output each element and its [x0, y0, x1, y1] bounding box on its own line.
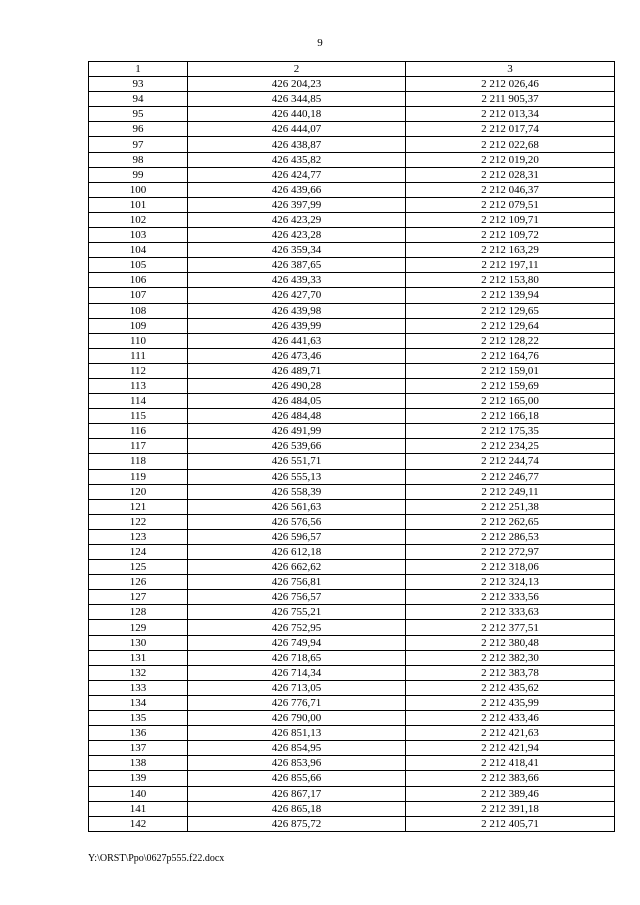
- table-row: [89, 801, 615, 816]
- cell-point-number: 103: [89, 228, 188, 243]
- table-row: [89, 695, 615, 710]
- cell-y-coordinate: 2 212 109,71: [406, 212, 615, 227]
- cell-x-coordinate: 426 576,56: [188, 514, 406, 529]
- table-row: [89, 545, 615, 560]
- table-row: [89, 741, 615, 756]
- cell-x-coordinate: 426 612,18: [188, 545, 406, 560]
- cell-y-coordinate: 2 212 163,29: [406, 243, 615, 258]
- table-row: [89, 77, 615, 92]
- cell-y-coordinate: 2 212 166,18: [406, 409, 615, 424]
- cell-y-coordinate: 2 212 251,38: [406, 499, 615, 514]
- cell-point-number: 139: [89, 771, 188, 786]
- cell-point-number: 122: [89, 514, 188, 529]
- cell-y-coordinate: 2 212 262,65: [406, 514, 615, 529]
- table-row: [89, 605, 615, 620]
- cell-point-number: 119: [89, 469, 188, 484]
- cell-x-coordinate: 426 555,13: [188, 469, 406, 484]
- coordinates-table-body: [89, 62, 615, 832]
- table-row: [89, 680, 615, 695]
- cell-x-coordinate: 426 439,66: [188, 182, 406, 197]
- cell-y-coordinate: 2 212 418,41: [406, 756, 615, 771]
- cell-y-coordinate: 2 212 159,01: [406, 363, 615, 378]
- cell-point-number: 101: [89, 197, 188, 212]
- footer-file-path: Y:\ORST\Ppo\0627p555.f22.docx: [88, 853, 225, 864]
- cell-x-coordinate: 426 662,62: [188, 560, 406, 575]
- cell-y-coordinate: 2 212 079,51: [406, 197, 615, 212]
- cell-x-coordinate: 426 756,57: [188, 590, 406, 605]
- cell-x-coordinate: 426 855,66: [188, 771, 406, 786]
- cell-y-coordinate: 2 212 028,31: [406, 167, 615, 182]
- cell-x-coordinate: 426 561,63: [188, 499, 406, 514]
- table-row: [89, 711, 615, 726]
- cell-x-coordinate: 426 776,71: [188, 695, 406, 710]
- cell-point-number: 133: [89, 680, 188, 695]
- cell-point-number: 134: [89, 695, 188, 710]
- cell-point-number: 115: [89, 409, 188, 424]
- cell-y-coordinate: 2 212 046,37: [406, 182, 615, 197]
- cell-x-coordinate: 426 539,66: [188, 439, 406, 454]
- table-row: [89, 167, 615, 182]
- table-row: [89, 228, 615, 243]
- cell-y-coordinate: 2 212 109,72: [406, 228, 615, 243]
- table-row: [89, 243, 615, 258]
- table-row: [89, 529, 615, 544]
- cell-y-coordinate: 2 212 383,78: [406, 665, 615, 680]
- table-row: [89, 439, 615, 454]
- cell-point-number: 95: [89, 107, 188, 122]
- cell-x-coordinate: 426 438,87: [188, 137, 406, 152]
- cell-y-coordinate: 2 212 333,56: [406, 590, 615, 605]
- cell-y-coordinate: 2 212 380,48: [406, 635, 615, 650]
- cell-y-coordinate: 2 212 286,53: [406, 529, 615, 544]
- cell-x-coordinate: 426 865,18: [188, 801, 406, 816]
- cell-y-coordinate: 2 212 129,65: [406, 303, 615, 318]
- header-cell-y: 3: [406, 62, 615, 77]
- cell-y-coordinate: 2 212 421,94: [406, 741, 615, 756]
- table-row: [89, 137, 615, 152]
- cell-point-number: 99: [89, 167, 188, 182]
- cell-y-coordinate: 2 212 435,99: [406, 695, 615, 710]
- cell-x-coordinate: 426 473,46: [188, 348, 406, 363]
- cell-x-coordinate: 426 854,95: [188, 741, 406, 756]
- table-row: [89, 726, 615, 741]
- table-row: [89, 182, 615, 197]
- table-row: [89, 107, 615, 122]
- table-row: [89, 409, 615, 424]
- cell-y-coordinate: 2 212 159,69: [406, 378, 615, 393]
- cell-point-number: 137: [89, 741, 188, 756]
- cell-y-coordinate: 2 212 377,51: [406, 620, 615, 635]
- cell-x-coordinate: 426 551,71: [188, 454, 406, 469]
- header-cell-point-number: 1: [89, 62, 188, 77]
- cell-point-number: 105: [89, 258, 188, 273]
- table-row: [89, 318, 615, 333]
- table-row: [89, 665, 615, 680]
- cell-point-number: 97: [89, 137, 188, 152]
- cell-y-coordinate: 2 212 022,68: [406, 137, 615, 152]
- cell-point-number: 142: [89, 816, 188, 831]
- cell-x-coordinate: 426 423,29: [188, 212, 406, 227]
- cell-x-coordinate: 426 435,82: [188, 152, 406, 167]
- cell-point-number: 93: [89, 77, 188, 92]
- cell-x-coordinate: 426 359,34: [188, 243, 406, 258]
- cell-x-coordinate: 426 851,13: [188, 726, 406, 741]
- table-row: [89, 816, 615, 831]
- table-row: [89, 756, 615, 771]
- cell-point-number: 117: [89, 439, 188, 454]
- cell-x-coordinate: 426 491,99: [188, 424, 406, 439]
- cell-point-number: 108: [89, 303, 188, 318]
- cell-y-coordinate: 2 212 129,64: [406, 318, 615, 333]
- cell-point-number: 107: [89, 288, 188, 303]
- table-row: [89, 424, 615, 439]
- cell-x-coordinate: 426 718,65: [188, 650, 406, 665]
- cell-x-coordinate: 426 489,71: [188, 363, 406, 378]
- cell-y-coordinate: 2 212 272,97: [406, 545, 615, 560]
- cell-point-number: 127: [89, 590, 188, 605]
- table-row: [89, 212, 615, 227]
- cell-x-coordinate: 426 439,99: [188, 318, 406, 333]
- cell-point-number: 116: [89, 424, 188, 439]
- table-row: [89, 454, 615, 469]
- cell-y-coordinate: 2 212 175,35: [406, 424, 615, 439]
- cell-point-number: 125: [89, 560, 188, 575]
- cell-y-coordinate: 2 212 246,77: [406, 469, 615, 484]
- cell-y-coordinate: 2 212 382,30: [406, 650, 615, 665]
- cell-x-coordinate: 426 558,39: [188, 484, 406, 499]
- cell-y-coordinate: 2 212 164,76: [406, 348, 615, 363]
- cell-point-number: 120: [89, 484, 188, 499]
- cell-x-coordinate: 426 441,63: [188, 333, 406, 348]
- table-row: [89, 333, 615, 348]
- table-row: [89, 771, 615, 786]
- cell-y-coordinate: 2 212 019,20: [406, 152, 615, 167]
- cell-point-number: 100: [89, 182, 188, 197]
- cell-point-number: 130: [89, 635, 188, 650]
- cell-point-number: 96: [89, 122, 188, 137]
- table-row: [89, 303, 615, 318]
- cell-x-coordinate: 426 752,95: [188, 620, 406, 635]
- cell-y-coordinate: 2 212 318,06: [406, 560, 615, 575]
- table-row: [89, 348, 615, 363]
- cell-y-coordinate: 2 211 905,37: [406, 92, 615, 107]
- cell-point-number: 138: [89, 756, 188, 771]
- cell-point-number: 132: [89, 665, 188, 680]
- cell-x-coordinate: 426 444,07: [188, 122, 406, 137]
- cell-y-coordinate: 2 212 421,63: [406, 726, 615, 741]
- cell-y-coordinate: 2 212 391,18: [406, 801, 615, 816]
- cell-x-coordinate: 426 439,33: [188, 273, 406, 288]
- cell-y-coordinate: 2 212 244,74: [406, 454, 615, 469]
- cell-x-coordinate: 426 713,05: [188, 680, 406, 695]
- cell-point-number: 131: [89, 650, 188, 665]
- cell-x-coordinate: 426 755,21: [188, 605, 406, 620]
- cell-point-number: 102: [89, 212, 188, 227]
- cell-point-number: 118: [89, 454, 188, 469]
- cell-y-coordinate: 2 212 026,46: [406, 77, 615, 92]
- table-row: [89, 620, 615, 635]
- table-row: [89, 378, 615, 393]
- cell-x-coordinate: 426 749,94: [188, 635, 406, 650]
- cell-y-coordinate: 2 212 128,22: [406, 333, 615, 348]
- cell-point-number: 113: [89, 378, 188, 393]
- table-row: [89, 152, 615, 167]
- cell-point-number: 126: [89, 575, 188, 590]
- cell-x-coordinate: 426 756,81: [188, 575, 406, 590]
- cell-y-coordinate: 2 212 197,11: [406, 258, 615, 273]
- cell-point-number: 104: [89, 243, 188, 258]
- cell-y-coordinate: 2 212 405,71: [406, 816, 615, 831]
- cell-x-coordinate: 426 427,70: [188, 288, 406, 303]
- table-row: [89, 288, 615, 303]
- cell-y-coordinate: 2 212 324,13: [406, 575, 615, 590]
- table-row: [89, 590, 615, 605]
- table-row: [89, 514, 615, 529]
- table-row: [89, 635, 615, 650]
- header-cell-x: 2: [188, 62, 406, 77]
- cell-point-number: 136: [89, 726, 188, 741]
- table-header-row: [89, 62, 615, 77]
- table-row: [89, 273, 615, 288]
- cell-point-number: 106: [89, 273, 188, 288]
- cell-point-number: 123: [89, 529, 188, 544]
- cell-x-coordinate: 426 853,96: [188, 756, 406, 771]
- cell-y-coordinate: 2 212 234,25: [406, 439, 615, 454]
- table-row: [89, 786, 615, 801]
- cell-point-number: 121: [89, 499, 188, 514]
- coordinates-table: [88, 61, 615, 832]
- cell-x-coordinate: 426 387,65: [188, 258, 406, 273]
- table-row: [89, 394, 615, 409]
- cell-x-coordinate: 426 596,57: [188, 529, 406, 544]
- cell-y-coordinate: 2 212 433,46: [406, 711, 615, 726]
- cell-point-number: 128: [89, 605, 188, 620]
- table-row: [89, 122, 615, 137]
- cell-point-number: 129: [89, 620, 188, 635]
- cell-y-coordinate: 2 212 165,00: [406, 394, 615, 409]
- cell-point-number: 140: [89, 786, 188, 801]
- cell-point-number: 110: [89, 333, 188, 348]
- cell-y-coordinate: 2 212 333,63: [406, 605, 615, 620]
- cell-x-coordinate: 426 490,28: [188, 378, 406, 393]
- table-row: [89, 469, 615, 484]
- page-number: 9: [317, 37, 323, 49]
- cell-y-coordinate: 2 212 389,46: [406, 786, 615, 801]
- cell-x-coordinate: 426 440,18: [188, 107, 406, 122]
- cell-point-number: 94: [89, 92, 188, 107]
- cell-point-number: 111: [89, 348, 188, 363]
- cell-y-coordinate: 2 212 139,94: [406, 288, 615, 303]
- cell-y-coordinate: 2 212 153,80: [406, 273, 615, 288]
- table-row: [89, 484, 615, 499]
- cell-x-coordinate: 426 790,00: [188, 711, 406, 726]
- cell-point-number: 124: [89, 545, 188, 560]
- cell-point-number: 141: [89, 801, 188, 816]
- table-row: [89, 92, 615, 107]
- cell-x-coordinate: 426 397,99: [188, 197, 406, 212]
- cell-x-coordinate: 426 423,28: [188, 228, 406, 243]
- table-row: [89, 575, 615, 590]
- cell-x-coordinate: 426 867,17: [188, 786, 406, 801]
- cell-point-number: 98: [89, 152, 188, 167]
- cell-point-number: 135: [89, 711, 188, 726]
- cell-x-coordinate: 426 484,48: [188, 409, 406, 424]
- table-row: [89, 650, 615, 665]
- cell-x-coordinate: 426 424,77: [188, 167, 406, 182]
- cell-y-coordinate: 2 212 435,62: [406, 680, 615, 695]
- cell-y-coordinate: 2 212 249,11: [406, 484, 615, 499]
- cell-point-number: 114: [89, 394, 188, 409]
- cell-point-number: 109: [89, 318, 188, 333]
- cell-y-coordinate: 2 212 017,74: [406, 122, 615, 137]
- cell-x-coordinate: 426 484,05: [188, 394, 406, 409]
- table-row: [89, 363, 615, 378]
- cell-x-coordinate: 426 344,85: [188, 92, 406, 107]
- cell-x-coordinate: 426 204,23: [188, 77, 406, 92]
- table-row: [89, 258, 615, 273]
- table-row: [89, 499, 615, 514]
- table-row: [89, 197, 615, 212]
- cell-y-coordinate: 2 212 013,34: [406, 107, 615, 122]
- cell-y-coordinate: 2 212 383,66: [406, 771, 615, 786]
- cell-x-coordinate: 426 439,98: [188, 303, 406, 318]
- cell-x-coordinate: 426 875,72: [188, 816, 406, 831]
- table-row: [89, 560, 615, 575]
- cell-point-number: 112: [89, 363, 188, 378]
- cell-x-coordinate: 426 714,34: [188, 665, 406, 680]
